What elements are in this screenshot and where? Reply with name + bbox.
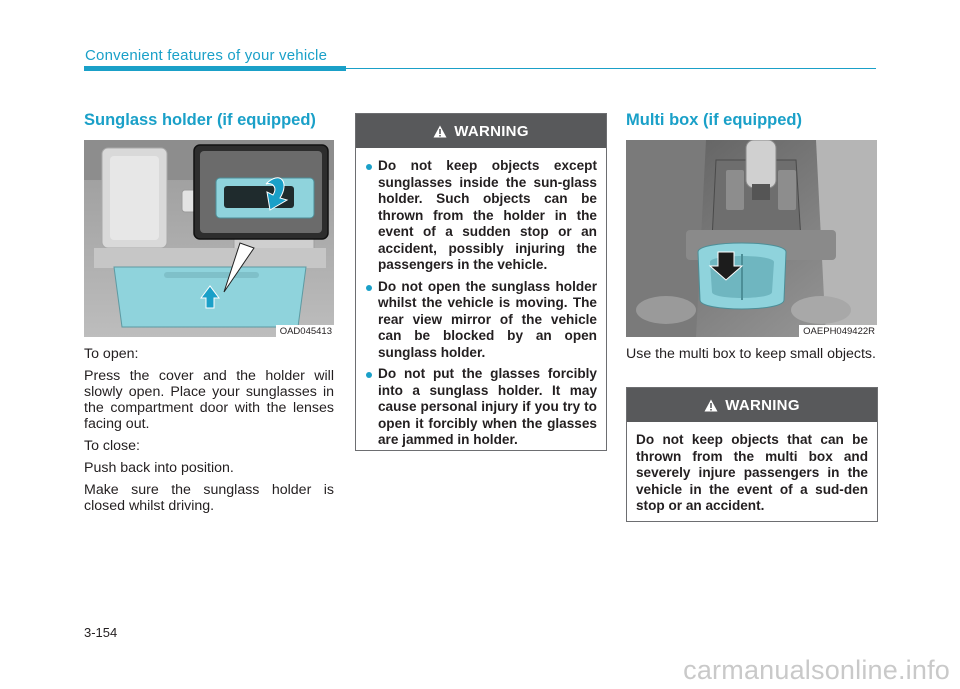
warning-icon [433,125,447,138]
header-rule [346,68,876,69]
warning-header [627,388,877,422]
paragraph: Use the multi box to keep small objects. [626,346,876,362]
warning-item-text: Do not put the glasses forcibly into a sunglass holder. It may cause personal injury if you try to open it forcibly when the glasses are jammed in holder. [378,366,597,447]
warning-header [356,114,606,148]
bullet-icon [366,372,372,378]
warning-item [365,279,597,362]
warning-title: WARNING [454,122,529,140]
paragraph: To close: [84,438,140,454]
warning-icon [704,399,718,412]
warning-item-text: Do not open the sunglass holder whilst the vehicle is moving. The rear view mirror of the vehicle can be blocked by an open sunglass holder. [378,278,597,360]
multi-box-illustration [626,140,877,337]
sunglass-warning-box [355,113,607,451]
sunglass-holder-illustration [84,140,334,337]
warning-item [365,366,597,449]
multi-box-warning-box [626,387,878,522]
bullet-icon [366,285,372,291]
paragraph: Make sure the sunglass holder is closed whilst driving. [84,482,334,514]
paragraph: To open: [84,346,139,362]
header-accent-bar [84,66,346,71]
paragraph: Press the cover and the holder will slowly open. Place your sunglasses in the compartment door with the lenses facing out. [84,368,334,432]
watermark: carmanualsonline.info [683,655,950,685]
warning-title: WARNING [725,396,800,414]
sunglass-body [84,346,334,520]
multi-box-title: Multi box (if equipped) [626,111,802,129]
figure-code: OAD045413 [276,325,334,337]
multi-box-body [626,346,877,368]
sunglass-holder-figure [84,140,334,337]
warning-list [356,148,606,449]
figure-code: OAEPH049422R [799,325,877,337]
warning-text: Do not keep objects that can be thrown from the multi box and severely injure passengers in the vehicle in the event of a sud-den stop or an accident. [636,432,868,513]
page-number: 3-154 [84,625,118,640]
multi-box-figure [626,140,877,337]
bullet-icon [366,164,372,170]
paragraph: Push back into position. [84,460,234,476]
warning-item-text: Do not keep objects except sunglasses inside the sun-glass holder. Such objects can be thrown from the holder in the event of a sudden stop or an accident, possibly injuring the passengers in the vehicle. [378,158,597,272]
section-header: Convenient features of your vehicle [85,47,328,64]
warning-item [365,158,597,274]
sunglass-holder-title: Sunglass holder (if equipped) [84,111,316,129]
